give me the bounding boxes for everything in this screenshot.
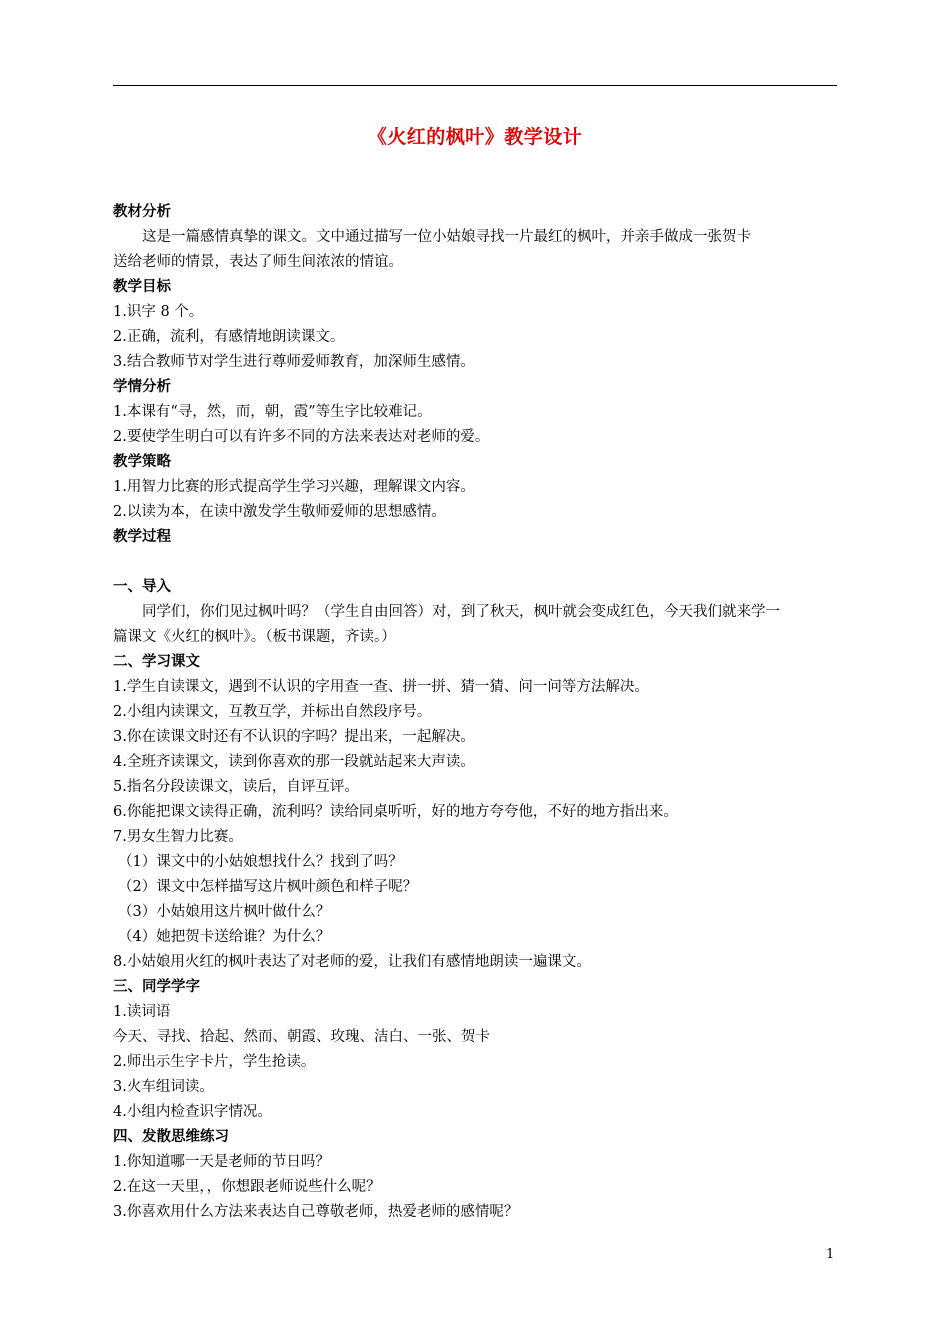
- list-item: 1.你知道哪一天是老师的节日吗？: [113, 1154, 330, 1170]
- list-item: 今天、寻找、拾起、然而、朝霞、玫瑰、洁白、一张、贺卡: [113, 1029, 490, 1045]
- list-item: 2.在这一天里，，你想跟老师说些什么呢？: [113, 1179, 381, 1195]
- section-heading: 教材分析: [113, 204, 171, 220]
- sub-list-item: （3）小姑娘用这片枫叶做什么？: [118, 904, 331, 920]
- list-item: 2.以读为本，在读中激发学生敬师爱师的思想感情。: [113, 504, 446, 520]
- list-item: 3.你在读课文时还有不认识的字吗？提出来，一起解决。: [113, 729, 475, 745]
- list-item: 1.读词语: [113, 1004, 171, 1020]
- document-body: [113, 200, 838, 1225]
- paragraph-line: 这是一篇感情真挚的课文。文中通过描写一位小姑娘寻找一片最红的枫叶，并亲手做成一张贺卡: [142, 229, 751, 245]
- list-item: 3.结合教师节对学生进行尊师爱师教育，加深师生感情。: [113, 354, 475, 370]
- document-title: 《火红的枫叶》教学设计: [367, 126, 583, 148]
- section-heading: 教学过程: [113, 529, 171, 545]
- list-item: 3.你喜欢用什么方法来表达自己尊敬老师，热爱老师的感情呢？: [113, 1204, 519, 1220]
- list-item: 4.小组内检查识字情况。: [113, 1104, 272, 1120]
- section-heading: 二、学习课文: [113, 654, 200, 670]
- list-item: 1.识字 8 个。: [113, 304, 204, 320]
- list-item: 2.师出示生字卡片，学生抢读。: [113, 1054, 316, 1070]
- header-rule: [113, 85, 837, 86]
- section-heading: 四、发散思维练习: [113, 1129, 229, 1145]
- paragraph-line: 送给老师的情景，表达了师生间浓浓的情谊。: [113, 254, 403, 270]
- page-number: 1: [826, 1247, 835, 1262]
- section-heading: 教学策略: [113, 454, 171, 470]
- list-item: 7.男女生智力比赛。: [113, 829, 243, 845]
- list-item: 8.小姑娘用火红的枫叶表达了对老师的爱，让我们有感情地朗读一遍课文。: [113, 954, 591, 970]
- list-item: 3.火车组词读。: [113, 1079, 214, 1095]
- list-item: 1.本课有“寻，然，而，朝，霞”等生字比较难记。: [113, 404, 432, 420]
- paragraph-line: 同学们，你们见过枫叶吗？（学生自由回答）对，到了秋天，枫叶就会变成红色，今天我们就来学一: [142, 604, 780, 620]
- blank-line: [113, 550, 838, 575]
- paragraph-line: 篇课文《火红的枫叶》。（板书课题，齐读。）: [113, 629, 396, 645]
- sub-list-item: （1）课文中的小姑娘想找什么？找到了吗？: [118, 854, 403, 870]
- list-item: 5.指名分段读课文，读后，自评互评。: [113, 779, 359, 795]
- section-heading: 教学目标: [113, 279, 171, 295]
- list-item: 4.全班齐读课文，读到你喜欢的那一段就站起来大声读。: [113, 754, 475, 770]
- list-item: 6.你能把课文读得正确，流利吗？读给同桌听听，好的地方夸夸他，不好的地方指出来。: [113, 804, 678, 820]
- list-item: 1.学生自读课文，遇到不认识的字用查一查、拼一拼、猜一猜、问一问等方法解决。: [113, 679, 649, 695]
- section-heading: 学情分析: [113, 379, 171, 395]
- list-item: 2.要使学生明白可以有许多不同的方法来表达对老师的爱。: [113, 429, 490, 445]
- section-heading: 三、同学学字: [113, 979, 200, 995]
- sub-list-item: （4）她把贺卡送给谁？为什么？: [118, 929, 331, 945]
- list-item: 2.正确，流利，有感情地朗读课文。: [113, 329, 345, 345]
- list-item: 1.用智力比赛的形式提高学生学习兴趣，理解课文内容。: [113, 479, 475, 495]
- sub-list-item: （2）课文中怎样描写这片枫叶颜色和样子呢？: [118, 879, 418, 895]
- section-heading: 一、导入: [113, 579, 171, 595]
- list-item: 2.小组内读课文，互教互学，并标出自然段序号。: [113, 704, 432, 720]
